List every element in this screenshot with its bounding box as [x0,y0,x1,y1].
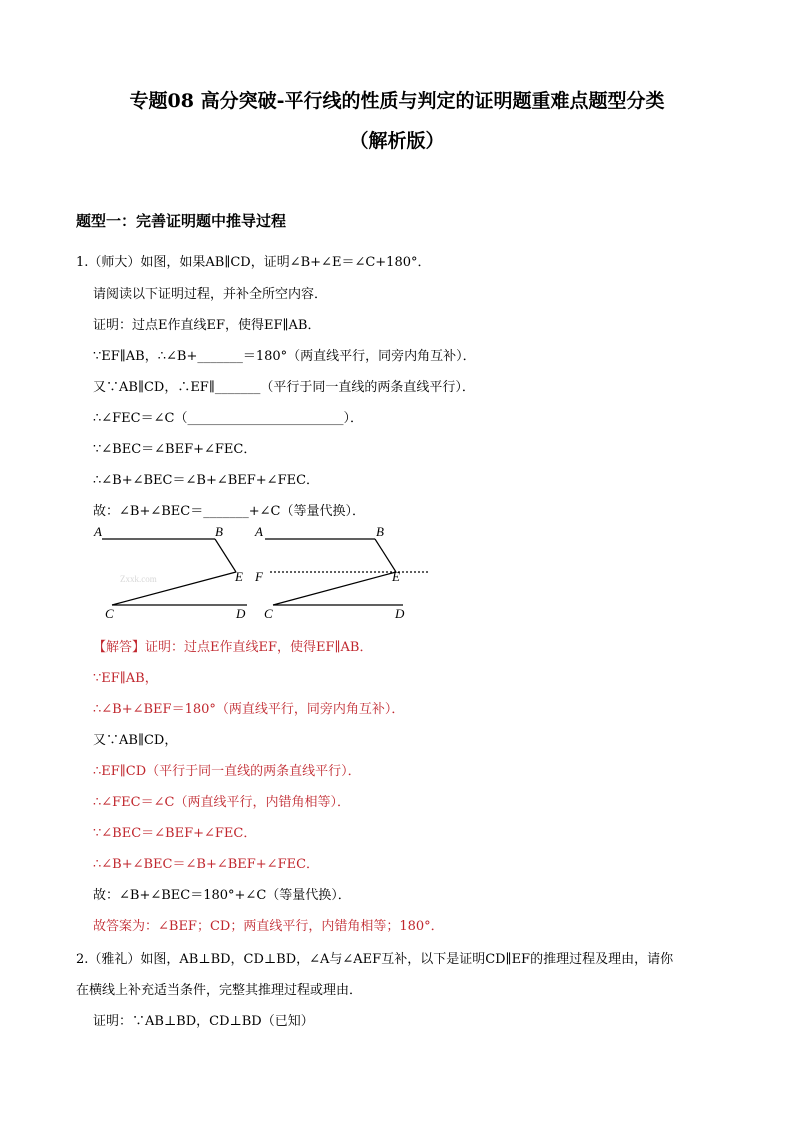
label-a: A [94,524,102,539]
label-a: A [255,524,263,539]
question-1-proof-line: ∴∠FEC＝∠C（________________________）． [93,411,363,426]
label-c: C [105,606,114,621]
question-1-instruction: 请阅读以下证明过程，并补全所空内容． [93,287,328,302]
segment-be [215,539,236,572]
watermark: Zxxk.com [120,574,157,584]
answer-line: ∵EF∥AB， [93,671,158,686]
answer-line: 故：∠B+∠BEC＝180°+∠C（等量代换）． [93,888,351,903]
question-1-stem: 1.（师大）如图，如果AB∥CD，证明∠B+∠E＝∠C+180°． [76,255,431,270]
answer-summary: 故答案为：∠BEF；CD；两直线平行，内错角相等；180°． [93,919,444,934]
geometry-figure [90,522,450,622]
label-b: B [376,524,384,539]
answer-line: ∴∠B+∠BEF＝180°（两直线平行，同旁内角互补）． [93,702,405,717]
question-2-stem: 2.（雅礼）如图，AB⊥BD，CD⊥BD，∠A与∠AEF互补，以下是证明CD∥EF的推理过程及理由，请你 [76,952,674,967]
document-subtitle: （解析版） [349,130,445,152]
segment-ec [273,572,396,605]
label-c: C [264,606,273,621]
label-d: D [395,606,405,621]
answer-line: 又∵AB∥CD， [93,733,178,748]
answer-line: ∴∠B+∠BEC＝∠B+∠BEF+∠FEC． [93,857,320,872]
section-heading: 题型一：完善证明题中推导过程 [76,212,287,230]
segment-be [375,539,396,572]
question-2-stem-cont: 在横线上补充适当条件，完整其推理过程或理由． [76,983,363,998]
question-1-proof-line: 又∵AB∥CD，∴EF∥_______（平行于同一直线的两条直线平行）． [93,380,475,395]
label-e: E [392,569,400,584]
answer-line: ∴EF∥CD（平行于同一直线的两条直线平行）． [93,764,361,779]
question-1-proof-line: ∵EF∥AB，∴∠B+_______＝180°（两直线平行，同旁内角互补）． [93,349,476,364]
question-1-proof-line: 证明：过点E作直线EF，使得EF∥AB． [93,318,321,333]
document-title: 专题08 高分突破-平行线的性质与判定的证明题重难点题型分类 [129,90,665,112]
question-2-proof-line: 证明：∵AB⊥BD，CD⊥BD（已知） [93,1014,314,1029]
label-e: E [235,569,243,584]
label-d: D [236,606,246,621]
answer-line: ∵∠BEC＝∠BEF+∠FEC． [93,826,257,841]
question-1-proof-line: 故：∠B+∠BEC＝_______+∠C（等量代换）． [93,504,365,519]
question-1-proof-line: ∵∠BEC＝∠BEF+∠FEC． [93,442,257,457]
answer-line: 【解答】证明：过点E作直线EF，使得EF∥AB． [93,640,373,655]
question-1-proof-line: ∴∠B+∠BEC＝∠B+∠BEF+∠FEC． [93,473,320,488]
answer-line: ∴∠FEC＝∠C（两直线平行，内错角相等）． [93,795,350,810]
label-f: F [255,569,263,584]
label-b: B [215,524,223,539]
